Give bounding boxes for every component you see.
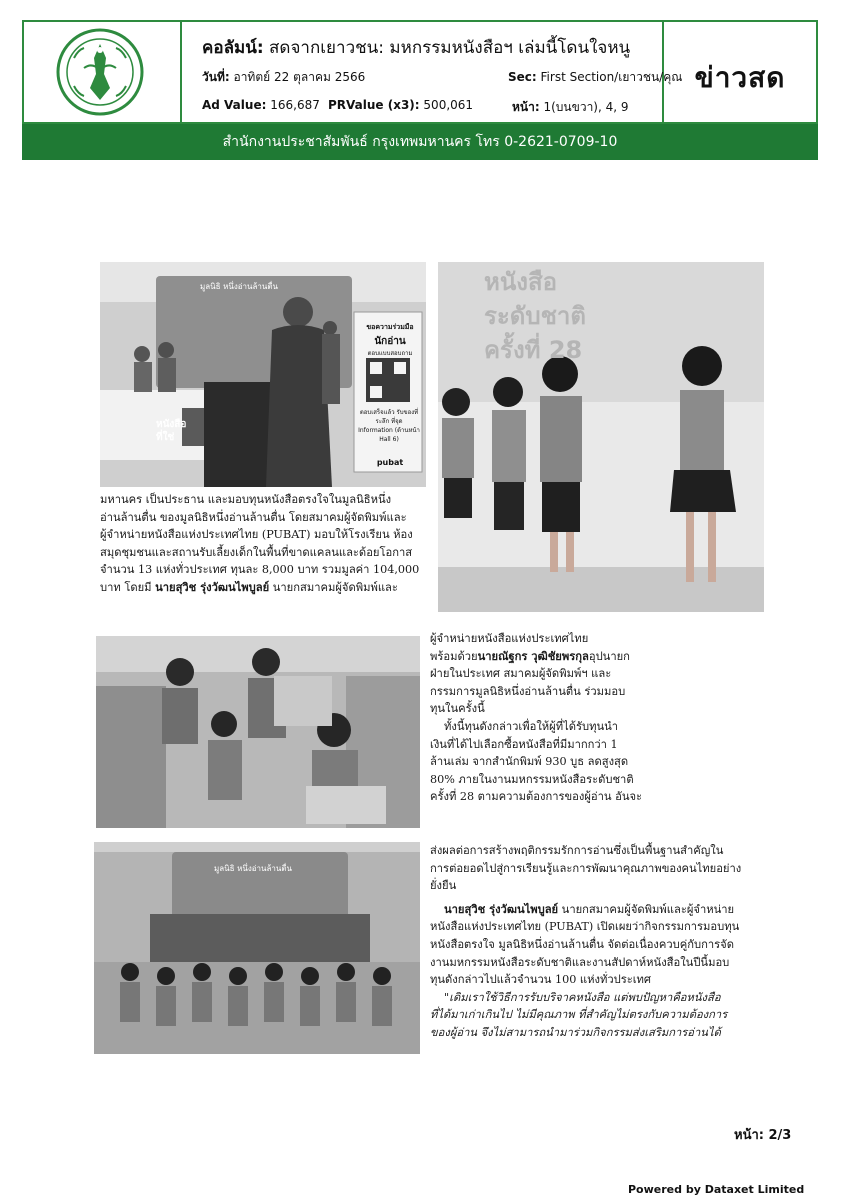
- article-block-2: [430, 630, 764, 806]
- text-line: มหานคร เป็นประธาน และมอบทุนหนังสือตรงใจในมูลนิธิหนึ่ง: [100, 493, 392, 506]
- text-line: ครั้งที่ 28 ตามความต้องการของผู้อ่าน อันจะ: [430, 790, 643, 804]
- booth-sign: มูลนิธิ หนึ่งอ่านล้านตื่น: [200, 282, 279, 291]
- text-line: ล้านเล่ม จากสำนักพิมพ์ 930 บูธ ลดสูงสุด: [430, 755, 629, 769]
- text-line: สมุดชุมชนและสถานรับเลี้ยงเด็กในพื้นที่ขาดแคลนและด้อยโอกาส: [100, 545, 413, 559]
- publication-name: ข่าวสด: [694, 61, 786, 94]
- column-line: คอลัมน์: สดจากเยาวชน: มหกรรมหนังสือฯ เล่มนี้โดนใจหนู: [202, 38, 631, 58]
- text-line: ทั้งนี้ทุนดังกล่าวเพื่อให้ผู้ที่ได้รับทุนนำ: [444, 719, 619, 733]
- ad-value: 166,687: [270, 98, 320, 112]
- text-line: ทุนดังกล่าวไปแล้วจำนวน 100 แห่งทั่วประเทศ: [430, 973, 652, 987]
- counter-sign: หนังสือ ที่ใช่: [156, 419, 187, 443]
- text-line: เงินที่ได้ไปเลือกซื้อหนังสือที่มีมากกว่า 1: [430, 737, 618, 751]
- text-line: บาท โดยมี นายสุวิช รุ่งวัฒนไพบูลย์ นายกสมาคมผู้จัดพิมพ์และ: [100, 579, 398, 594]
- logo-panel: [24, 22, 182, 122]
- group-booth-sign: มูลนิธิ หนึ่งอ่านล้านตื่น: [214, 864, 293, 873]
- text-line: งานมหกรรมหนังสือระดับชาติและงานสัปดาห์หนังสือในปีนี้มอบ: [430, 955, 730, 969]
- powered-by: Powered by Dataxet Limited: [628, 1183, 805, 1196]
- ad-value-line: Ad Value: 166,687: [202, 98, 320, 112]
- person-name: นายสุวิช รุ่งวัฒนไพบูลย์: [444, 901, 559, 916]
- page-number: หน้า: 2/3: [734, 1128, 792, 1143]
- poster-heading: ขอความร่วมมือ: [366, 323, 414, 331]
- photo-group: [94, 842, 420, 1054]
- office-bar: สำนักงานประชาสัมพันธ์ กรุงเทพมหานคร โทร 0-2621-0709-10: [22, 124, 818, 160]
- section-value: First Section/เยาวชน/คุณ: [540, 70, 683, 84]
- person-name: นายณัฐกร วุฒิชัยพรกุล: [477, 648, 589, 663]
- quote-line: "เดิมเราใช้วิธีการรับบริจาคหนังสือ แต่พบปัญหาคือหนังสือ: [444, 990, 721, 1004]
- text-line: อ่านล้านตื่น ของมูลนิธิหนึ่งอ่านล้านตื่น โดยสมาคมผู้จัดพิมพ์และ: [100, 510, 407, 524]
- backdrop-line1: หนังสือ: [484, 268, 558, 296]
- text-line: กรรมการมูลนิธิหนึ่งอ่านล้านตื่น ร่วมมอบ: [430, 684, 626, 698]
- bma-seal-icon: [54, 28, 146, 116]
- poster-sub: ตอบแบบสอบถาม: [367, 350, 413, 357]
- text-line: ยั่งยืน: [430, 879, 457, 893]
- column-value: สดจากเยาวชน: มหกรรมหนังสือฯ เล่มนี้โดนใจหนู: [269, 38, 631, 58]
- text-line: นายสุวิช รุ่งวัฒนไพบูลย์ นายกสมาคมผู้จัดพิมพ์และผู้จำหน่าย: [444, 901, 735, 916]
- section-line: Sec: First Section/เยาวชน/คุณ: [508, 70, 683, 84]
- text-line: หนังสือแห่งประเทศไทย (PUBAT) เปิดเผยว่ากิจกรรมการมอบทุน: [430, 920, 740, 934]
- person-name: นายสุวิช รุ่งวัฒนไพบูลย์: [155, 579, 270, 594]
- poster-brand: pubat: [376, 458, 404, 467]
- backdrop-line2: ระดับชาติ: [484, 302, 586, 330]
- text-line: ส่งผลต่อการสร้างพฤติกรรมรักการอ่านซึ่งเป็นพื้นฐานสำคัญใน: [430, 844, 724, 857]
- photo-booth-ceremony: [100, 262, 426, 487]
- clipping-header: [22, 20, 818, 124]
- article-block-3: [430, 842, 766, 1042]
- text-line: การต่อยอดไปสู่การเรียนรู้และการพัฒนาคุณภาพของคนไทยอย่าง: [430, 861, 742, 875]
- backdrop-line3: ครั้งที่ 28: [484, 336, 583, 364]
- text-line: 80% ภายในงานมหกรรมหนังสือระดับชาติ: [430, 772, 634, 786]
- date-value: อาทิตย์ 22 ตุลาคม 2566: [233, 70, 366, 84]
- text-line: ผู้จำหน่ายหนังสือแห่งประเทศไทย (PUBAT) มอบให้โรงเรียน ห้อง: [100, 528, 413, 542]
- text-line: ฝ่ายในประเทศ สมาคมผู้จัดพิมพ์ฯ และ: [430, 667, 612, 681]
- photo-children-books: [96, 636, 420, 828]
- quote-line: ของผู้อ่าน จึงไม่สามารถนำมาร่วมกิจกรรมส่งเสริมการอ่านได้: [430, 1025, 721, 1039]
- text-line: ผู้จำหน่ายหนังสือแห่งประเทศไทย: [430, 632, 589, 645]
- poster-footer: ตอบเสร็จแล้ว รับของที่ระลึก ที่จุด Information (ด้านหน้า Hall 6): [358, 409, 420, 443]
- page-ref-value: 1(บนขวา), 4, 9: [543, 100, 629, 114]
- text-line: ทุนในครั้งนี้: [430, 702, 485, 716]
- poster-title: นักอ่าน: [374, 336, 406, 347]
- quote-line: ที่ได้มาเก่าเกินไป ไม่มีคุณภาพ ที่สำคัญไม่ตรงกับความต้องการ: [430, 1008, 728, 1022]
- page-number-value: 2/3: [768, 1128, 792, 1143]
- pr-value-line: PRValue (x3): 500,061: [328, 98, 474, 112]
- clipping-info: [182, 22, 683, 122]
- page-ref-line: หน้า: 1(บนขวา), 4, 9: [512, 100, 629, 114]
- text-line: จำนวน 13 แห่งทั่วประเทศ ทุนละ 8,000 บาท รวมมูลค่า 104,000: [100, 563, 420, 577]
- text-line: พร้อมด้วยนายณัฐกร วุฒิชัยพรกุลอุปนายก: [430, 648, 630, 663]
- text-line: หนังสือตรงใจ มูลนิธิหนึ่งอ่านล้านตื่น จัดต่อเนื่องควบคู่กับการจัด: [430, 937, 735, 951]
- publication-panel: [664, 22, 816, 122]
- article-block-1: [100, 491, 428, 597]
- date-line: วันที่: อาทิตย์ 22 ตุลาคม 2566: [202, 70, 366, 84]
- photo-dancing-children: [438, 262, 764, 612]
- pr-value: 500,061: [423, 98, 474, 112]
